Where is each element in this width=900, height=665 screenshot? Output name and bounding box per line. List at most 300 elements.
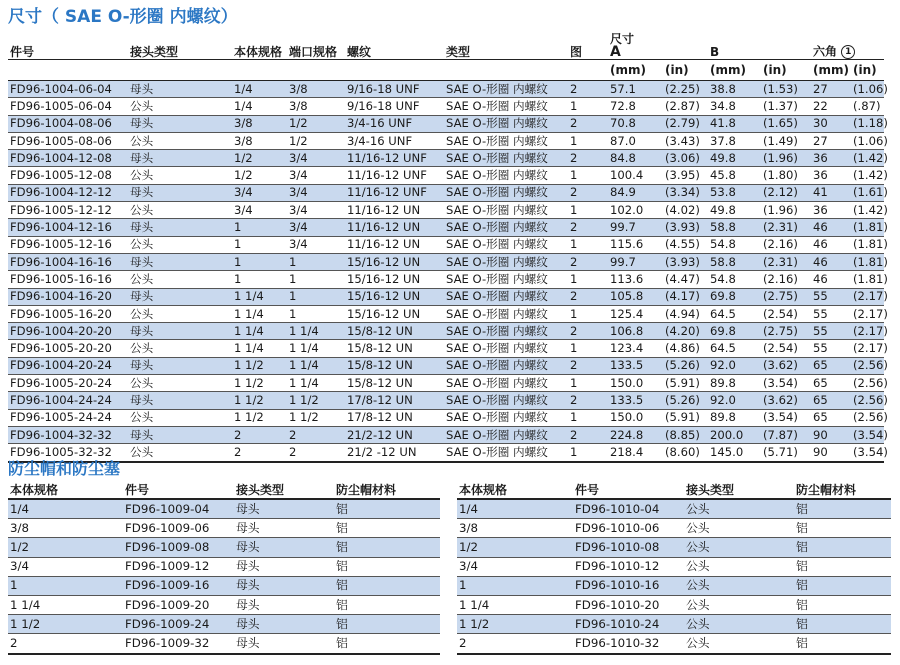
table-cell: (3.54) [851,426,884,443]
table-cell: 铝 [334,615,440,634]
table-cell: 1/2 [287,132,345,149]
table-row [8,150,884,167]
table-cell: FD96-1004-20-20 [8,323,128,340]
table-cell: 92.0 [708,357,761,374]
table-cell: (8.85) [663,426,708,443]
table-cell: 89.8 [708,409,761,426]
table-cell: 1 [232,271,287,288]
table-cell: SAE O-形圈 内螺纹 [444,150,568,167]
table-cell: 公头 [128,98,232,115]
table-cell: 1/4 [8,499,123,519]
table-cell: 218.4 [608,444,663,462]
col-figure: 图 [568,27,608,60]
table-cell: (1.49) [761,132,811,149]
table-row [8,595,440,614]
table-cell: 1/2 [232,150,287,167]
table-cell: FD96-1005-20-20 [8,340,128,357]
table-row [8,81,884,98]
table-cell: 2 [287,426,345,443]
table-row [8,305,884,322]
female-caps-table [8,481,440,655]
table-row [8,409,884,426]
table-row [8,98,884,115]
table-cell: 3/8 [232,132,287,149]
table-cell: 铝 [794,595,891,614]
table-row [8,519,440,538]
table-cell: 3/4 [287,150,345,167]
unit-in: (in) [761,60,811,81]
table-cell: 49.8 [708,202,761,219]
table-cell: 1 [287,288,345,305]
table-cell: (2.75) [761,323,811,340]
table-cell: 11/16-12 UN [345,202,444,219]
table-cell: 1 [568,305,608,322]
table-cell: 1 [232,219,287,236]
table-cell: 55 [811,323,851,340]
table-cell: 69.8 [708,323,761,340]
table-cell: (1.96) [761,150,811,167]
table-cell: (3.34) [663,184,708,201]
table-cell: 15/8-12 UN [345,375,444,392]
table-cell: (3.54) [761,375,811,392]
table-cell: 1 1/2 [457,615,573,634]
col-dim-a [608,27,708,60]
table-cell: 2 [8,634,123,654]
table-cell: 3/8 [457,519,573,538]
table-cell: 92.0 [708,392,761,409]
table-cell: FD96-1005-08-06 [8,132,128,149]
table-row [457,499,891,519]
table-cell: (1.42) [851,167,884,184]
table-cell: (1.53) [761,81,811,98]
table-cell: (5.26) [663,357,708,374]
table-cell: 1 [8,576,123,595]
table-cell: 1 [568,98,608,115]
table-cell: 11/16-12 UN [345,219,444,236]
unit-in: (in) [663,60,708,81]
table-cell: 母头 [234,557,334,576]
table-cell: 公头 [128,340,232,357]
table-cell: 55 [811,305,851,322]
table-cell: 1 1/4 [287,340,345,357]
table-cell: 11/16-12 UNF [345,150,444,167]
table-row [457,519,891,538]
table-cell: 38.8 [708,81,761,98]
table-cell: FD96-1009-06 [123,519,234,538]
table-cell: FD96-1010-08 [573,538,684,557]
table-cell: (4.47) [663,271,708,288]
table-cell: 公头 [128,202,232,219]
table-cell: FD96-1010-12 [573,557,684,576]
table-cell: (1.42) [851,150,884,167]
table-cell: 99.7 [608,253,663,270]
table-cell: (1.37) [761,98,811,115]
table-cell: 1/4 [457,499,573,519]
table-cell: 1/4 [232,98,287,115]
table-cell: 3/4 [287,184,345,201]
table-cell: SAE O-形圈 内螺纹 [444,357,568,374]
table-cell: (1.81) [851,219,884,236]
table-cell: (1.61) [851,184,884,201]
table-cell: 1 [568,340,608,357]
table-row [8,375,884,392]
table-cell: SAE O-形圈 内螺纹 [444,323,568,340]
table-cell: SAE O-形圈 内螺纹 [444,236,568,253]
table-cell: (1.06) [851,132,884,149]
table-cell: FD96-1005-20-24 [8,375,128,392]
table-cell: 57.1 [608,81,663,98]
table-cell: (2.56) [851,392,884,409]
table-cell: (4.86) [663,340,708,357]
table-cell: (8.60) [663,444,708,462]
table-cell: SAE O-形圈 内螺纹 [444,132,568,149]
table-cell: (2.56) [851,409,884,426]
table-cell: 84.8 [608,150,663,167]
hex-label: 六角 [813,44,838,59]
table-cell: FD96-1009-08 [123,538,234,557]
table-cell: FD96-1010-06 [573,519,684,538]
table-row [8,253,884,270]
table-row [8,557,440,576]
table-cell: FD96-1009-24 [123,615,234,634]
table-cell: 铝 [334,499,440,519]
table-cell: (1.81) [851,271,884,288]
table-cell: SAE O-形圈 内螺纹 [444,219,568,236]
table-cell: 15/16-12 UN [345,271,444,288]
table-cell: 36 [811,150,851,167]
table-row [8,538,440,557]
table-cell: (5.91) [663,409,708,426]
table-cell: 49.8 [708,150,761,167]
table-cell: 3/8 [287,98,345,115]
table-row [457,615,891,634]
table-cell: 3/4 [287,167,345,184]
table-cell: 铝 [794,634,891,654]
table-cell: 9/16-18 UNF [345,98,444,115]
table-cell: 1 1/2 [287,409,345,426]
table-cell: 母头 [128,357,232,374]
table-cell: FD96-1004-24-24 [8,392,128,409]
table-cell: 87.0 [608,132,663,149]
table-cell: 母头 [234,538,334,557]
table-cell: SAE O-形圈 内螺纹 [444,202,568,219]
table-cell: 125.4 [608,305,663,322]
table-cell: 母头 [128,150,232,167]
table-cell: 公头 [684,499,794,519]
table-cell: 1 1/4 [287,323,345,340]
table-cell: 36 [811,167,851,184]
table-cell: 铝 [334,538,440,557]
table-cell: 1 1/4 [287,357,345,374]
table-cell: 2 [568,115,608,132]
table-cell: FD96-1009-32 [123,634,234,654]
table-cell: 21/2 -12 UN [345,444,444,462]
table-cell: 41 [811,184,851,201]
table-cell: 58.8 [708,253,761,270]
table-cell: 1 [568,202,608,219]
table-cell: SAE O-形圈 内螺纹 [444,288,568,305]
table-cell: 17/8-12 UN [345,392,444,409]
table-row [8,167,884,184]
table-cell: 1 [568,132,608,149]
table-cell: 1 1/2 [232,392,287,409]
table-cell: FD96-1005-16-20 [8,305,128,322]
table-cell: (1.06) [851,81,884,98]
table-cell: 公头 [684,634,794,654]
table-cell: 15/16-12 UN [345,253,444,270]
table-cell: (2.56) [851,357,884,374]
table-cell: 22 [811,98,851,115]
table-cell: 母头 [234,595,334,614]
table-cell: 100.4 [608,167,663,184]
col-part-no: 件号 [573,481,684,499]
table-cell: 45.8 [708,167,761,184]
table-cell: 65 [811,357,851,374]
table-cell: 69.8 [708,288,761,305]
table-cell: 46 [811,253,851,270]
dim-label: 尺寸 [610,32,635,46]
table-cell: 1 [568,444,608,462]
table-cell: 1 1/4 [8,595,123,614]
table-cell: 铝 [794,499,891,519]
table-cell: 1 [287,253,345,270]
unit-mm: (mm) [708,60,761,81]
table-cell: 1 1/4 [232,323,287,340]
dimensions-table [8,27,888,463]
table-cell: 1 [287,305,345,322]
table-cell: 54.8 [708,236,761,253]
table-cell: 113.6 [608,271,663,288]
table-cell: (2.17) [851,340,884,357]
table-cell: FD96-1010-32 [573,634,684,654]
table-cell: (1.42) [851,202,884,219]
table-cell: 15/8-12 UN [345,340,444,357]
table-cell: (1.81) [851,253,884,270]
table-row [8,184,884,201]
table-cell: 母头 [128,392,232,409]
col-conn-type: 接头类型 [684,481,794,499]
table-row [8,115,884,132]
table-cell: SAE O-形圈 内螺纹 [444,375,568,392]
table-cell: 公头 [128,305,232,322]
note-1-icon: 1 [841,45,855,59]
table-cell: (2.17) [851,288,884,305]
table-cell: 3/4 [287,236,345,253]
table-cell: (5.71) [761,444,811,462]
table-cell: 母头 [128,288,232,305]
table-cell: SAE O-形圈 内螺纹 [444,340,568,357]
table-cell: (3.95) [663,167,708,184]
table-cell: 公头 [128,409,232,426]
table-row [8,271,884,288]
table-cell: 2 [568,392,608,409]
table-cell: 15/8-12 UN [345,323,444,340]
table-cell: 1 [568,271,608,288]
table-cell: 1 1/2 [232,409,287,426]
table-cell: 2 [568,81,608,98]
table-cell: 铝 [334,519,440,538]
table-cell: 105.8 [608,288,663,305]
table-cell: (2.54) [761,340,811,357]
table-cell: 3/8 [8,519,123,538]
table-cell: 65 [811,392,851,409]
table-cell: 铝 [334,576,440,595]
table-cell: 铝 [794,576,891,595]
table-row [8,323,884,340]
table-cell: 公头 [128,444,232,462]
table-row [457,538,891,557]
table-cell: FD96-1009-12 [123,557,234,576]
table-cell: 37.8 [708,132,761,149]
table-cell: FD96-1009-16 [123,576,234,595]
table-cell: 64.5 [708,340,761,357]
table-cell: FD96-1004-20-24 [8,357,128,374]
table-cell: FD96-1005-12-12 [8,202,128,219]
table-cell: 公头 [684,615,794,634]
col-conn-type: 接头类型 [128,27,232,60]
table-cell: (2.31) [761,219,811,236]
table-cell: 铝 [794,615,891,634]
table-cell: (2.16) [761,236,811,253]
table-cell: 1 [568,375,608,392]
table-cell: 27 [811,81,851,98]
table-cell: SAE O-形圈 内螺纹 [444,426,568,443]
table-cell: 铝 [794,557,891,576]
table-cell: FD96-1004-12-08 [8,150,128,167]
table-cell: 55 [811,340,851,357]
table-cell: (7.87) [761,426,811,443]
table-cell: SAE O-形圈 内螺纹 [444,253,568,270]
table-cell: FD96-1009-04 [123,499,234,519]
table-cell: (5.91) [663,375,708,392]
table-cell: 母头 [128,253,232,270]
col-cap-material: 防尘帽材料 [794,481,891,499]
unit-mm: (mm) [811,60,851,81]
table-cell: (2.87) [663,98,708,115]
table-cell: 母头 [234,499,334,519]
table-cell: 3/4 [287,202,345,219]
table-cell: 2 [568,219,608,236]
table-cell: 铝 [334,595,440,614]
table-cell: FD96-1010-04 [573,499,684,519]
table-cell: 145.0 [708,444,761,462]
table-cell: (.87) [851,98,884,115]
col-body-size: 本体规格 [8,481,123,499]
table-cell: (2.17) [851,305,884,322]
table-cell: SAE O-形圈 内螺纹 [444,305,568,322]
table-cell: 30 [811,115,851,132]
table-cell: 2 [568,426,608,443]
table-cell: SAE O-形圈 内螺纹 [444,81,568,98]
table-cell: (2.54) [761,305,811,322]
table-cell: 母头 [128,184,232,201]
table-cell: 1 1/2 [8,615,123,634]
table-cell: 106.8 [608,323,663,340]
table-cell: 1/2 [457,538,573,557]
table-cell: 公头 [128,167,232,184]
col-body-size: 本体规格 [232,27,287,60]
table-cell: 母头 [128,115,232,132]
table-cell: 3/4 [232,202,287,219]
table-cell: 46 [811,236,851,253]
table-cell: FD96-1005-16-16 [8,271,128,288]
unit-mm: (mm) [608,60,663,81]
table-cell: 公头 [128,375,232,392]
col-cap-material: 防尘帽材料 [334,481,440,499]
table-cell: 公头 [128,236,232,253]
table-cell: 46 [811,219,851,236]
table-row [8,236,884,253]
table-cell: (3.54) [851,444,884,462]
table-cell: FD96-1009-20 [123,595,234,614]
table-cell: 公头 [128,132,232,149]
table-cell: 铝 [334,634,440,654]
table-cell: 72.8 [608,98,663,115]
table-cell: 1 1/4 [232,340,287,357]
table-cell: (3.06) [663,150,708,167]
table-cell: 2 [287,444,345,462]
table-cell: 55 [811,288,851,305]
table-cell: (1.96) [761,202,811,219]
table-cell: 2 [457,634,573,654]
table-row [8,132,884,149]
table-cell: 1/4 [232,81,287,98]
table-cell: 1 [568,409,608,426]
table-cell: 3/8 [287,81,345,98]
col-dim-b: B [708,27,811,60]
table-cell: FD96-1005-24-24 [8,409,128,426]
table-cell: SAE O-形圈 内螺纹 [444,167,568,184]
col-conn-type: 接头类型 [234,481,334,499]
table-cell: 90 [811,444,851,462]
table-cell: 123.4 [608,340,663,357]
table-row [8,392,884,409]
table-cell: 1/2 [8,538,123,557]
table-cell: (2.56) [851,375,884,392]
table-cell: 70.8 [608,115,663,132]
table-cell: 2 [568,357,608,374]
table-cell: 母头 [234,615,334,634]
table-cell: 铝 [794,538,891,557]
table-cell: 1 1/4 [457,595,573,614]
table-cell: 102.0 [608,202,663,219]
table-cell: (3.62) [761,392,811,409]
table-cell: 15/8-12 UN [345,357,444,374]
table-cell: 58.8 [708,219,761,236]
table-cell: 3/4-16 UNF [345,132,444,149]
table-cell: 224.8 [608,426,663,443]
table-cell: (4.94) [663,305,708,322]
table-row [8,615,440,634]
table-cell: 公头 [684,538,794,557]
table-cell: 9/16-18 UNF [345,81,444,98]
col-part-no: 件号 [123,481,234,499]
table-cell: 1/2 [287,115,345,132]
table-cell: 65 [811,409,851,426]
table-row [8,219,884,236]
caps-title: 防尘帽和防尘塞 [8,459,121,478]
table-cell: 15/16-12 UN [345,305,444,322]
table-cell: 200.0 [708,426,761,443]
table-cell: FD96-1005-12-08 [8,167,128,184]
table-cell: 3/4 [457,557,573,576]
table-row [8,202,884,219]
table-cell: FD96-1010-16 [573,576,684,595]
table-cell: 2 [568,253,608,270]
table-cell: 铝 [334,557,440,576]
table-cell: 铝 [794,519,891,538]
table-cell: 36 [811,202,851,219]
